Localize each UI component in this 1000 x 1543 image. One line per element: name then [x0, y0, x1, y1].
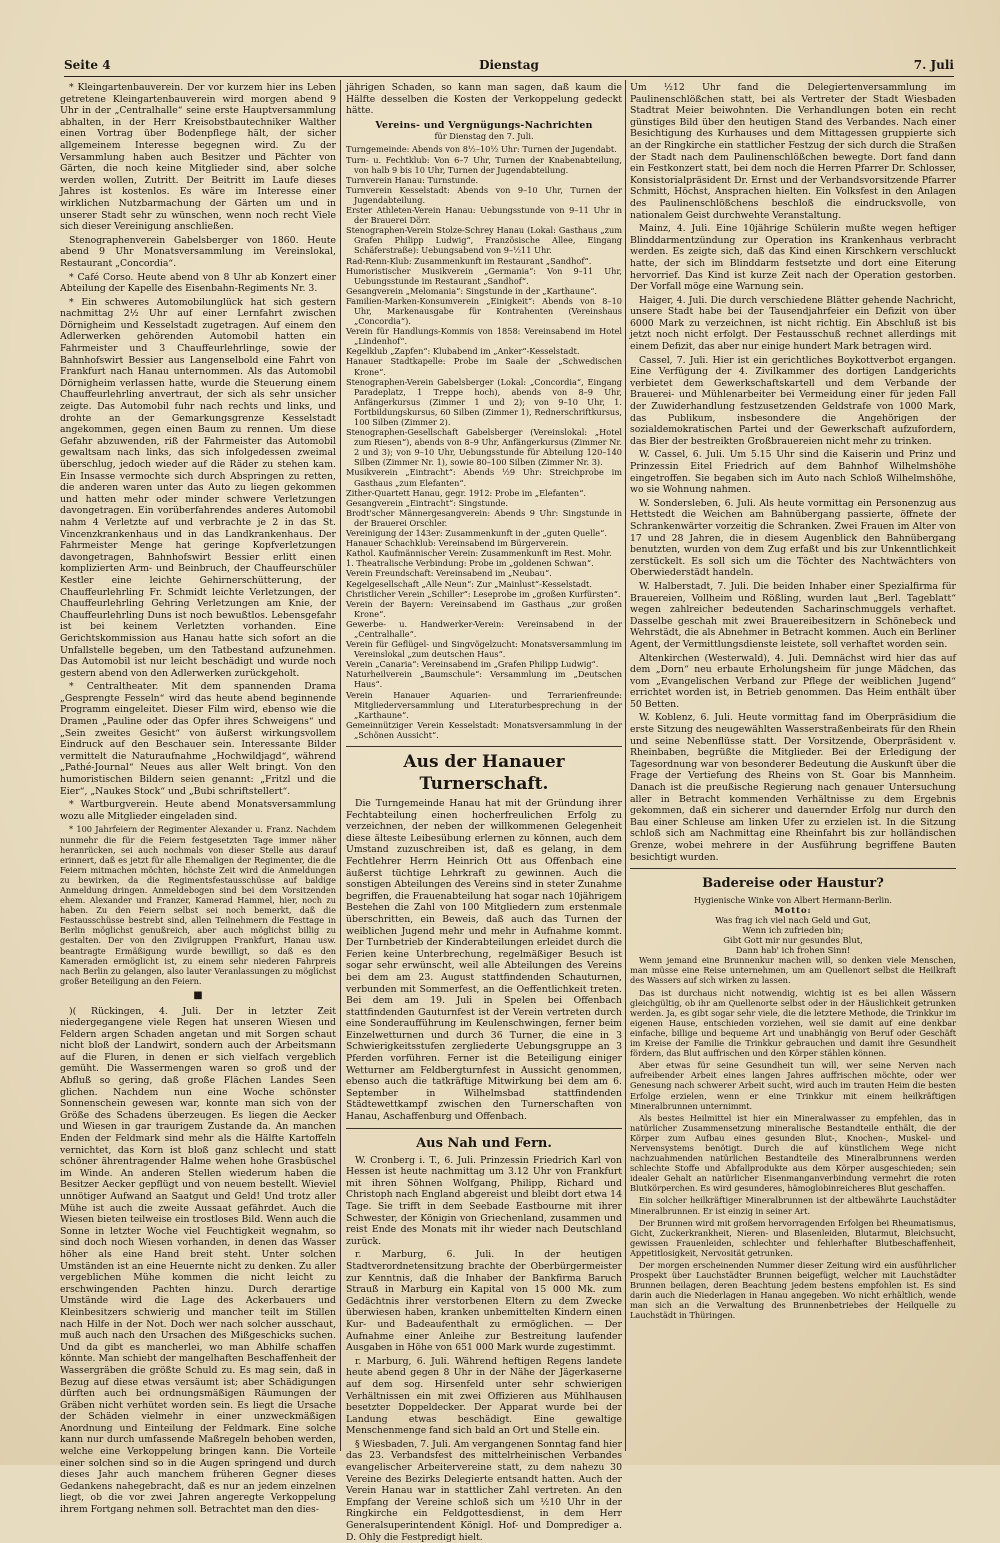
article-altenkirchen: Altenkirchen (Westerwald), 4. Juli. Demnächst wird hier das auf dem „Dorn“ neu erbaute Erholungsheim für junge Mädchen, das vom „Evangelischen Verband zur Pflege der weiblichen Jugend“ errichtet worden ist, in Betrieb genommen. Das Heim enthält über 50 Betten. [630, 652, 956, 710]
motto-line: Dann hab' ich frohen Sinn! [735, 945, 851, 956]
calendar-entry: Christlicher Verein „Schiller“: Leseprobe im „großen Kurfürsten“. [346, 588, 621, 599]
calendar-entry: Humoristischer Musikverein „Germania“: Von 9–11 Uhr, Uebungsstunde im Restaurant „Sandhof“. [346, 265, 622, 286]
heading-turnerschaft: Aus der Hanauer Turnerschaft. [346, 746, 622, 795]
calendar-entry: Kegelgesellschaft „Alle Neun“: Zur „Mainlust“-Kesselstadt. [346, 578, 592, 589]
calendar-entry: Hanauer Schachklub: Vereinsabend im Bürgerverein. [346, 538, 569, 549]
calendar-entry: Verein für Geflügel- und Singvögelzucht: Monatsversammlung im Vereinslokal „zum deutschen Haus“. [346, 639, 622, 660]
calendar-entry: Verein für Handlungs-Kommis von 1858: Vereinsabend im Hotel „Lindenhof“. [346, 326, 622, 347]
article-cafe-corso: * Café Corso. Heute abend von 8 Uhr ab Konzert einer Abteilung der Kapelle des Eisenbahn-Regiments Nr. 3. [60, 271, 336, 295]
calendar-subtitle: für Dienstag den 7. Juli. [434, 131, 534, 142]
article-wartburgverein: * Wartburgverein. Heute abend Monatsversammlung wozu alle Mitglieder eingeladen sind. [60, 799, 336, 822]
article-automobilunglueck: * Ein schweres Automobilunglück hat sich gestern nachmittag 2½ Uhr auf einer Lernfahrt zwischen Dörnigheim und Kesselstadt zugetragen. Auf einem den Adlerwerken gehörenden Automobil hatten ein Fahrmeister und 3 Chauffeurlehrlinge, sowie der Bahnhofswirt Bessier aus Langenselbold eine Fahrt von Frankfurt nach Hanau unternommen. Als das Automobil Dörnigheim verlassen hatte, wurde die Steuerung einem Chauffeurlehrling anvertraut, der sich als sehr unsicher zeigte. Das Automobil fuhr nach rechts und links, und drohte an der Gemarkungsgrenze Kesselstadt angekommen, gegen einen Baum zu rennen. Um diese Gefahr abzuwenden, riß der Fahrmeister das Automobil gewaltsam nach links, das sich infolgedessen zweimal überschlug, jedoch wieder auf die Räder zu stehen kam. Ein Insasse vermochte sich durch Abspringen zu retten, die anderen waren unter das Auto zu liegen gekommen und hatten mehr oder minder schwere Verletzungen davongetragen. Ein vorüberfahrendes anderes Automobil nahm 4 Verletzte auf und verbrachte je 2 in das St. Vincenzkrankenhaus und in das Landkrankenhaus. Der Fahrmeister Menge hat geringe Kopfverletzungen davongetragen, Bahnhofswirt Bessier erlitt einen komplizierten Arm- und Beinbruch, der Chauffeurschüler Kestler eine leichte Gehirnerschütterung, der Chauffeurlehrling Fr. Schmidt leichte Verletzungen, der Chauffeurlehrling Gehring Verletzungen am Knie, der Chauffeurlehrling Duns ist noch bewußtlos. Lebensgefahr ist bei keinem Verletzten vorhanden. Eine Gerichtskommission aus Hanau hatte sich sofort an die Unfallstelle begeben, um den Tatbestand aufzunehmen. Das Automobil ist nur leicht beschädigt und wurde noch gestern abend von den Adlerwerken zurückgeholt. [60, 296, 336, 679]
heading-nah-und-fern: Aus Nah und Fern. [416, 1135, 552, 1151]
motto-line: Gibt Gott mir nur gesundes Blut, [723, 935, 863, 946]
article-badereise-2: Das ist durchaus nicht notwendig, wichtig ist es bei allen Wässern gleichgültig, ob ihr am Quellenorte selbst oder in der Häuslichkeit getrunken werden. Ja, es gibt sogar sehr viele, die die letztere Methode, die Trinkkur im eigenen Hause, entschieden vorziehen, weil sie damit auf eine denkbar einfache, billige und bequeme Art und unabhängig von Beruf oder Geschäft im Kreise der Familie die Trinkkur gebrauchen und damit ihre Gesundheit fördern, das Blut auffrischen und den Körper stählen können. [630, 987, 956, 1059]
calendar-entry: Turn- u. Fechtklub: Von 6–7 Uhr, Turnen der Knabenabteilung, von halb 9 bis 10 Uhr, Turnen der Jugendabteilung. [346, 154, 622, 175]
calendar-entry: Kathol. Kaufmännischer Verein: Zusammenkunft im Rest. Mohr. [346, 548, 612, 559]
calendar-entry: Verein Freundschaft: Vereinsabend im „Neubau“. [346, 568, 552, 579]
subheading-badereise: Hygienische Winke von Albert Hermann-Berlin. [693, 895, 893, 906]
article-koblenz: W. Koblenz, 6. Juli. Heute vormittag fand im Oberpräsidium die erste Sitzung des neugewählten Wasserstraßenbeirats für den Rhein und seine Nebenflüsse statt. Der Vorsitzende, Oberpräsident v. Rheinbaben, begrüßte die Mitglieder. Bei der Erledigung der Tagesordnung war von besonderer Bedeutung die Auskunft über die Frage der Vertiefung des Rheins von St. Goar bis Mannheim. Danach ist die preußische Regierung nach genauer Untersuchung aller in Betracht kommenden Verhältnisse zu dem Ergebnis gekommen, daß ein sicherer und dauernder Erfolg nur durch den Bau einer Schleuse am linken Ufer zu erzielen ist. In die Sitzung schloß sich am Nachmittag eine Rheinfahrt bis zur holländischen Grenze, wobei mehrere in der Ausführung begriffene Bauten besichtigt wurden. [630, 712, 956, 863]
article-marburg-2: r. Marburg, 6. Juli. Während heftigen Regens landete heute abend gegen 8 Uhr in der Nähe der Jägerkaserne auf dem sog. Hirsenfeld unter sehr schwierigen Verhältnissen ein mit zwei Offizieren aus Mühlhausen besetzter Doppeldecker. Der Apparat wurde bei der Landung etwas beschädigt. Eine gewaltige Menschenmenge fand sich bald an Ort und Stelle ein. [346, 1355, 622, 1437]
article-cassel-2: W. Cassel, 6. Juli. Um 5.15 Uhr sind die Kaiserin und Prinz und Prinzessin Eitel Friedrich auf dem Bahnhof Wilhelmshöhe eingetroffen. Sie begaben sich im Auto nach Schloß Wilhelmshöhe, wo sie Wohnung nahmen. [630, 449, 956, 496]
calendar-entry: Verein Hanauer Aquarien- und Terrarienfreunde: Mitgliederversammlung und Literaturbesprechung in der „Karthaune“. [346, 689, 622, 720]
article-centraltheater: * Centraltheater. Mit dem spannenden Drama „Gesprengte Fesseln“ wird das heute abend beginnende Programm eingeleitet. Dieser Film wird, ebenso wie die Dramen „Pauline oder das Opfer ihres Schweigens“ und „Sein zweites Gesicht“ von äußerst wirkungsvollem Eindruck auf den Beschauer sein. Interessante Bilder vermittelt die Naturaufnahme „Hochwildjagd“, während „Pathé-Journal“ Neues aus aller Welt bringt. Von den humoristischen Bildern seien genannt: „Fritzl und die Eier“, „Naukes Stock“ und „Bubi schriftstellert“. [60, 681, 336, 797]
motto-line: Wenn ich zufrieden bin; [742, 925, 844, 936]
calendar-title: Vereins- und Vergnügungs-Nachrichten [375, 119, 593, 131]
calendar-list [346, 144, 622, 740]
article-cronberg: W. Cronberg i. T., 6. Juli. Prinzessin Friedrich Karl von Hessen ist heute nachmittag um 3.12 Uhr von Frankfurt mit ihren Söhnen Wolfgang, Philipp, Richard und Christoph nach England abgereist und bleibt dort etwa 14 Tage. Sie trifft in dem Seebade Eastbourne mit ihrer Schwester, der Königin von Griechenland, zusammen und reist Ende des Monats mit ihr wieder nach Deutschland zurück. [346, 1154, 622, 1247]
calendar-entry: Gemeinnütziger Verein Kesselstadt: Monatsversammlung in der „Schönen Aussicht“. [346, 719, 622, 740]
article-badereise-1: Wenn jemand eine Brunnenkur machen will, so denken viele Menschen, man müsse eine Reise unternehmen, um am Quellenort selbst die Heilkraft des Wassers auf sich wirken zu lassen. [630, 955, 956, 986]
article-badereise-6: Der Brunnen wird mit großem hervorragenden Erfolgen bei Rheumatismus, Gicht, Zuckerkrankheit, Nieren- und Blasenleiden, Blutarmut, Bleichsucht, gewissen Frauenleiden, schlechter und fehlerhafter Blutbeschaffenheit, Appetitlosigkeit, Nervosität getrunken. [630, 1217, 956, 1258]
issue-date: 7. Juli [913, 58, 954, 72]
calendar-entry: Musikverein „Eintracht“: Abends ½9 Uhr: Streichprobe im Gasthaus „zum Elefanten“. [346, 467, 622, 488]
heading-badereise: Badereise oder Haustur? [702, 876, 884, 892]
calendar-entry: Zither-Quartett Hanau, gegr. 1912: Probe im „Elefanten“. [346, 487, 586, 498]
column-2 [346, 82, 622, 1543]
calendar-entry: Turnverein Hanau: Turnstunde. [346, 174, 479, 185]
article-badereise-3: Aber etwas für seine Gesundheit tun will, wer seine Nerven nach aufreibender Arbeit eines langen Jahres auffrischen möchte, oder wer Genesung nach schwerer Arbeit sucht, wird auch im trauten Heim die besten Erfolge erzielen, wenn er eine Trinkkur mit einem heilkräftigen Mineralbrunnen unternimmt. [630, 1060, 956, 1111]
article-wiesbaden: § Wiesbaden, 7. Juli. Am vergangenen Sonntag fand hier das 23. Verbandsfest des mittelrheinischen Verbandes evangelischer Arbeitervereine statt, zu dem nahezu 30 Vereine des Bezirks Delegierte entsandt hatten. Auch der Verein Hanau war in stattlicher Zahl vertreten. An den Empfang der Vereine schloß sich um ½10 Uhr in der Ringkirche ein Feldgottesdienst, in dem Herr Generalsuperintendent Königl. Hof- und Domprediger a. D. Ohly die Festpredigt hielt. [346, 1438, 622, 1543]
calendar-entry: Erster Athleten-Verein Hanau: Uebungsstunde von 9–11 Uhr in der Brauerei Dörr. [346, 205, 622, 226]
motto-title: Motto: [774, 905, 812, 916]
calendar-entry: Familien-Marken-Konsumverein „Einigkeit“: Abends von 8–10 Uhr, Markenausgabe für Kontrahenten (Vereinshaus „Concordia“). [346, 295, 622, 327]
article-stenographenverein: Stenographenverein Gabelsberger von 1860. Heute abend 9 Uhr Monatsversammlung im Vereinslokal, Restaurant „Concordia“. [60, 234, 336, 269]
calendar-entry: Gesangverein „Melomania“: Singstunde in der „Karthaune“. [346, 285, 598, 296]
calendar-entry: Kegelklub „Zapfen“: Klubabend im „Anker“-Kesselstadt. [346, 346, 580, 357]
article-marburg-1: r. Marburg, 6. Juli. In der heutigen Stadtverordnetensitzung brachte der Oberbürgermeister zur Kenntnis, daß die Inhaber der Bankfirma Baruch Strauß in Marburg ein Kapital von 15 000 Mk. zum Gedächtnis ihrer verstorbenen Eltern zu dem Zwecke überwiesen haben, kranken unbemittelten Kindern einen Kur- und Badeaufenthalt zu ermöglichen. — Der Aufnahme einer Anleihe zur Bestreitung laufender Ausgaben in Höhe von 651 000 Mark wurde zugestimmt. [346, 1249, 622, 1354]
calendar-entry: Gewerbe- u. Handwerker-Verein: Vereinsabend in der „Centralhalle“. [346, 618, 622, 639]
calendar-entry: Naturheilverein „Baumschule“: Versammlung im „Deutschen Haus“. [346, 669, 622, 690]
calendar-entry: Vereinigung der 143er: Zusammenkunft in der „guten Quelle“. [346, 528, 607, 539]
calendar-entry: Verein der Bayern: Vereinsabend im Gasthaus „zur großen Krone“. [346, 598, 622, 619]
article-rueckingen-cont: jährigen Schaden, so kann man sagen, daß kaum die Hälfte desselben die Kosten der Verkoppelung gedeckt hätte. [346, 82, 622, 117]
page-header [64, 52, 954, 77]
calendar-entry: Hanauer Stadtkapelle: Probe im Saale der „Schwedischen Krone“. [346, 356, 622, 377]
column-divider [625, 80, 626, 1451]
page-number: Seite 4 [64, 58, 111, 72]
calendar-entry: Stenographen-Gesellschaft Gabelsberger (Vereinslokal: „Hotel zum Riesen“), abends von 8–9 Uhr, Anfängerkursus (Zimmer Nr. 2 und 3); von 9–10 Uhr, Uebungsstunde für Abteilung 120–140 Silben (Zimmer Nr. 1), sowie 80–100 Silben (Zimmer Nr. 3). [346, 427, 622, 468]
calendar-entry: Rad-Renn-Klub: Zusammenkunft im Restaurant „Sandhof“. [346, 255, 592, 266]
calendar-entry: Stenographen-Verein Stolze-Schrey Hanau (Lokal: Gasthaus „zum Grafen Philipp Ludwig“, Französische Allee, Eingang Schäferstraße): Uebungsabend von 9–½11 Uhr. [346, 225, 622, 256]
motto-block [630, 905, 956, 955]
calendar-entry: Verein „Canaria“: Vereinsabend im „Grafen Philipp Ludwig“. [346, 659, 599, 670]
article-haiger: Haiger, 4. Juli. Die durch verschiedene Blätter gehende Nachricht, unsere Stadt habe bei der Tausendjahrfeier ein Defizit von über 6000 Mark zu verzeichnen, ist nicht richtig. Ein Abschluß ist bis jetzt noch nicht erfolgt. Der Festausschuß rechnet allerdings mit einem Defizit, das aber nur einige hundert Mark betragen wird. [630, 294, 956, 353]
calendar-entry: 1. Theatralische Verbindung: Probe im „goldenen Schwan“. [346, 558, 594, 569]
article-mainz: Mainz, 4. Juli. Eine 10jährige Schülerin mußte wegen heftiger Blinddarmentzündung zur Operation ins Krankenhaus verbracht werden. Es zeigte sich, daß das Kind einen Kirschkern verschluckt hatte, der sich im Blinddarm festsetzte und dort eine Eiterung hervorrief. Das Kind ist kurze Zeit nach der Operation gestorben. Der Vorfall möge eine Warnung sein. [630, 223, 956, 293]
article-badereise-4: Als bestes Heilmittel ist hier ein Mineralwasser zu empfehlen, das in natürlicher Zusammensetzung mineralische Bestandteile enthält, die der Körper zum Aufbau eines gesunden Blut-, Knochen-, Muskel- und Nervensystems benötigt. Durch die auf künstlichem Wege nicht nachzuahmenden natürlichen Bestandteile des Mineralbrunnens werden schlechte Stoffe und Abfallprodukte aus dem Körper ausgeschieden; sein idealer Gehalt an natürlicher Eisenmanganverbindung vermehrt die roten Blutkörperchen. Es wird gesunderes, hämoglobinreicheres Blut geschaffen. [630, 1112, 956, 1194]
column-3 [630, 82, 956, 1451]
article-badereise-5: Ein solcher heilkräftiger Mineralbrunnen ist der altbewährte Lauchstädter Mineralbrunnen. Er ist einzig in seiner Art. [630, 1195, 956, 1216]
divider [630, 868, 956, 869]
calendar-entry: Brodt'scher Männergesangverein: Abends 9 Uhr: Singstunde in der Brauerei Orschler. [346, 507, 622, 528]
column-divider [340, 80, 341, 1451]
calendar-entry: Turngemeinde: Abends von 8½–10½ Uhr: Turnen der Jugendabt. [346, 144, 617, 155]
article-cassel-1: Cassel, 7. Juli. Hier ist ein gerichtliches Boykottverbot ergangen. Eine Verfügung der 4. Zivilkammer des dortigen Landgerichts verbietet dem Gewerkschaftskartell und dem Verbande der Brauerei- und Mühlenarbeiter bei Vermeidung einer für jeden Fall der Zuwiderhandlung festzusetzenden Geldstrafe von 1000 Mark, das Publikum, insbesondere die Angehörigen der sozialdemokratischen Partei und der Gewerkschaft aufzufordern, das Bier der bestreikten Großbrauereien nicht mehr zu trinken. [630, 354, 956, 447]
calendar-entry: Gesangverein „Eintracht“: Singstunde. [346, 497, 509, 508]
motto-line: Was frag ich viel nach Geld und Gut, [715, 915, 871, 926]
article-wiesbaden-cont: Um ½12 Uhr fand die Delegiertenversammlung im Paulinenschlößchen statt, bei als Vertreter der Stadt Wiesbaden Stadtrat Meier beiwohnten. Die Verhandlungen boten ein recht günstiges Bild über den heutigen Stand des Verbandes. Nach einer Besichtigung des Kurhauses und dem Mittagessen gruppierte sich an der Ringkirche ein stattlicher Festzug der sich durch die Straßen der Stadt nach dem Paulinenschlößchen bewegte. Dort fand dann ein Festkonzert statt, bei dem noch die Herren Pfarrer Dr. Schlosser, Konsistorialpräsident Dr. Ernst und der Verbandsvorsitzende Pfarrer Schmitt, Höchst, Ansprachen hielten. Ein Volksfest in den Anlagen des Paulinenschlößchens beschloß die eindrucksvolle, von nationalem Geist durchwehte Veranstaltung. [630, 82, 956, 221]
newspaper-masthead: Dienstag [479, 58, 539, 72]
article-badereise-7: Der morgen erscheinenden Nummer dieser Zeitung wird ein ausführlicher Prospekt über Lauchstädter Brunnen beigefügt, welcher mit Lauchstädter Brunnen beilagen, deren Beachtung jedem bestens empfohlen ist. Es sind darin auch die Niederlagen in Hanau angegeben. Wo nicht erhältlich, wende man sich an die Verwaltung des Brunnenbetriebes der Heilquelle zu Lauchstädt in Thüringen. [630, 1260, 956, 1321]
article-rueckingen: )( Rückingen, 4. Juli. Der in letzter Zeit niedergegangene viele Regen hat unseren Wiesen und Feldern argen Schaden angetan und mit Sorgen schaut nicht bloß der Landwirt, sondern auch der Arbeitsmann auf die Fluren, in denen er sich vielfach vergeblich gemüht. Die Wassermengen waren so groß und der Abfluß so gering, daß große Flächen Landes Seen glichen. Nachdem nun eine Woche schönster Sonnenschein gewesen war, konnte man sich von der Größe des Schadens überzeugen. Es liegen die Aecker und Wiesen in gar traurigem Zustande da. An manchen Enden der Feldmark sind mehr als die Hälfte Kartoffeln vernichtet, das Korn ist bloß ganz schlecht und statt schöner ährentragender Halme wehen hohe Grasbüschel im Winde. An anderen Stellen wiederum haben die Besitzer Aecker gepflügt und von neuem bestellt. Wieviel unnötiger Aufwand an Saatgut und Geld! Und trotz aller Mühe ist auch die zweite Aussaat gefährdet. Auch die Wiesen bieten teilweise ein trostloses Bild. Wenn auch die Sonne in letzter Woche viel Feuchtigkeit wegnahm, so sind doch noch Wiesen vorhanden, in denen das Wasser höher als eine Hand breit steht. Unter solchen Umständen ist an eine Heuernte nicht zu denken. Zu aller vergeblichen Mühe kommen die nicht leicht zu erschwingenden Pachten hinzu. Durch derartige Umstände wird die Lage des Ackerbauers und Kleinbesitzers schwierig und mancher teilt im Stillen nach Hilfe in der Not. Doch wer nach solcher ausschaut, muß auch nach den Ursachen des Mißgeschicks suchen. Und da gibt es mancherlei, wo man Abhilfe schaffen könnte. Man schiebt der mangelhaften Beschaffenheit der Wassergräben die größte Schuld zu. Es mag sein, daß in Bezug auf diese etwas versäumt ist; aber Schädigungen dürften auch bei ordnungsmäßigen Räumungen der Gräben nicht verhütet worden sein. Es liegt die Ursache der Schäden vielmehr in einer unzweckmäßigen Anordnung und Einteilung der Feldmark. Eine solche kann nur durch umfassende Maßregeln behoben werden, welche eine Verkoppelung bringen kann. Die Vorteile einer solchen sind so in die Augen springend und durch dieses Jahr auch manchem früheren Gegner dieses Gedankens nahegebracht, daß es nur an jedem einzelnen liegt, ob die vor zwei Jahren angeregte Verkoppelung ihrem Fortgang nehmen soll. Betrachtet man den dies- [60, 1005, 336, 1516]
article-turnerschaft: Die Turngemeinde Hanau hat mit der Gründung ihrer Fechtabteilung einen hocherfreulichen Erfolg zu verzeichnen, der neben der willkommenen Gelegenheit diese älteste Leibesübung erlernen zu können, auch dem Umstand zuzuschreiben ist, daß es gelang, in dem Fechtlehrer Herrn Heinrich Ott aus Offenbach eine äußerst tüchtige Lehrkraft zu gewinnen. Auch die sonstigen Abteilungen des Vereins sind in steter Zunahme begriffen, die Frauenabteilung hat sogar nach 10jährigem Bestehen die Zahl von 100 Mitgliedern zum erstenmale überschritten, ein Beweis, daß auch das Turnen der weiblichen Jugend mehr und mehr in Aufnahme kommt. Der Turnbetrieb der Kinderabteilungen erleidet durch die Ferien keine Unterbrechung, regelmäßiger Besuch ist sogar sehr erwünscht, weil alle Abteilungen des Vereins bei dem am 23. August stattfindenden Schauturnen, verbunden mit Sommerfest, an die Oeffentlichkeit treten. Bei dem am 19. Juli in Spelen bei Offenbach stattfindenden Gauturnfest ist der Verein vertreten durch eine Sonderaufführung im Keulenschwingen, ferner beim Einzelwetturnen und durch 36 Turner, die eine in 3 Schwierigkeitsstufen zergliederte Uebungsgruppe an 3 Pferden vorführen. Ferner ist die Beteiligung einiger Wetturner am Feldbergturnfest in Aussicht genommen, ebenso auch die tatkräftige Mitwirkung bei dem am 6. September in Wilhelmsbad stattfindenden Städtewettkampf zwischen den Turnerschaften von Hanau, Aschaffenburg und Offenbach. [346, 798, 622, 1123]
separator-star: ■ [193, 989, 203, 1001]
article-jahrfeiern: * 100 Jahrfeiern der Regimenter Alexander u. Franz. Nachdem nunmehr die für die Feiern festgesetzten Tage immer näher heranrücken, sei auch nochmals von dieser Stelle aus darauf erinnert, daß es jetzt für alle Ehemaligen der Regimenter, die die Feiern mitmachen möchten, höchste Zeit wird die Anmeldungen zu bewirken, da die Regimentsfestausschüsse auf baldige Anmeldung dringen. Anmeldebogen sind bei dem Vorsitzenden ehem. Alexander und Franzer, Kamerad Hammel, hier, noch zu haben. Zu den Feiern selbst sei noch bemerkt, daß die Festausschüsse bestrebt sind, allen Teilnehmern die Festtage in Berlin möglichst genußreich, aber auch möglichst billig zu gestalten. Der von den Zivilgruppen Frankfurt, Hanau usw. beantragte Ermäßigung wurde bewilligt, so daß es den Kameraden ermöglicht ist, zu einem sehr niederen Fahrpreis nach Berlin zu gelangen, also lauter Veranlassungen zu möglichst großer Beteiligung an den Feiern. [60, 824, 336, 986]
divider [346, 1128, 622, 1129]
column-1 [60, 82, 336, 1516]
article-sondersleben: W. Sondersleben, 6. Juli. Als heute vormittag ein Personenzug aus Hettstedt die Weichen am Bahnübergang passierte, öffnete der Schrankenwärter vorzeitig die Schranken. Zwei Frauen im Alter von 17 und 28 Jahren, die in diesem Augenblick den Bahnübergang benutzten, wurden von dem Zug erfaßt und bis zur Unkenntlichkeit zerstückelt. Es soll sich um die Töchter des Nachtwächters von Oberwiederstädt handeln. [630, 497, 956, 579]
article-kleingartenbauverein: * Kleingartenbauverein. Der vor kurzem hier ins Leben getretene Kleingartenbauverein wird morgen abend 9 Uhr in der „Centralhalle“ seine erste Hauptversammlung abhalten, in der Herr Kreisobstbautechniker Walther einen Vortrag über Bodenpflege hält, der sicher allgemeinem Interesse begegnen wird. Zu der Versammlung haben auch Besitzer und Pächter von Gärten, die noch keine Mitglieder sind, aber solche werden wollen, Zutritt. Der Beitritt im Laufe dieses Jahres ist kostenlos. Es wäre im Interesse einer wirklichen Nutzbarmachung der Gärten um und in unserer Stadt sehr zu wünschen, wenn noch recht Viele sich dieser Vereinigung anschließen. [60, 82, 336, 233]
calendar-entry: Turnverein Kesselstadt: Abends von 9–10 Uhr, Turnen der Jugendabteilung. [346, 184, 622, 205]
article-halberstadt: W. Halberstadt, 7. Juli. Die beiden Inhaber einer Spezialfirma für Brauereien, Vollheim und Rößling, wurden laut „Berl. Tageblatt“ wegen zahlreicher bedeutenden Sacharinschmuggels verhaftet. Dasselbe geschah mit zwei Brauereibesitzern in Schönebeck und Wehrstädt, die als Abnehmer in Betracht kommen. Auch ein Berliner Agent, der Vermittlungsdienste leistete, soll verhaftet worden sein. [630, 580, 956, 650]
calendar-entry: Stenographen-Verein Gabelsberger (Lokal: „Concordia“, Eingang Paradeplatz, 1 Treppe hoch), abends von 8–9 Uhr, Anfängerkursus (Zimmer 1 und 2); von 9–10 Uhr, 1. Fortbildungskursus, 60 Silben (Zimmer 1), Rednerschriftkursus, 100 Silben (Zimmer 2). [346, 376, 622, 427]
